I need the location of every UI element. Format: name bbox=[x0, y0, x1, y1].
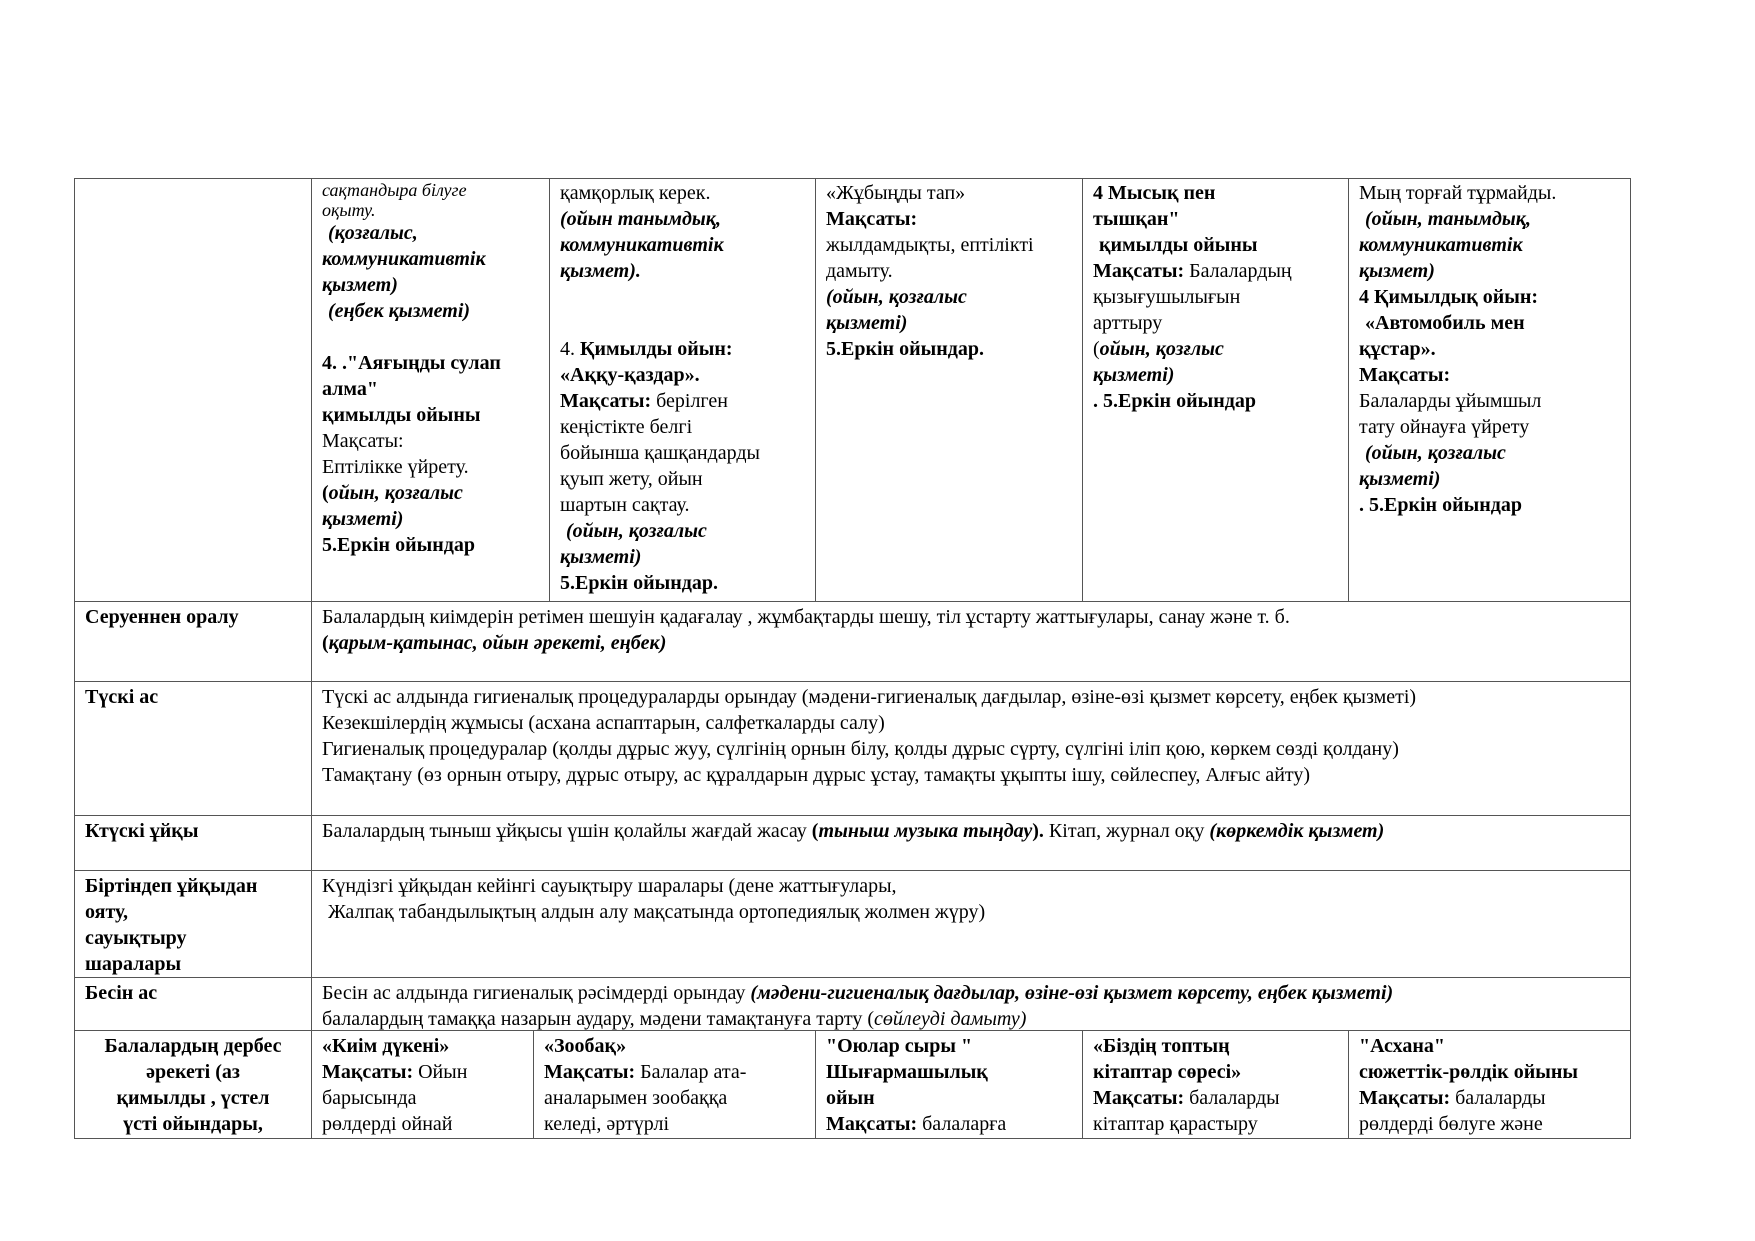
cell-text: қимылды ойыны bbox=[322, 404, 481, 426]
cell-text: шартын сақтау. bbox=[560, 494, 690, 516]
cell-text: Балалардың киімдерін ретімен шешуін қадағалау , жұмбақтарды шешу, тіл ұстарту жаттығулары, санау және т. б. bbox=[322, 606, 1290, 628]
cell-text: Балаларды ұйымшыл bbox=[1359, 390, 1542, 412]
cell-text: «Киім дүкені» bbox=[322, 1035, 450, 1057]
cell-text: сюжеттік-рөлдік ойыны bbox=[1359, 1061, 1578, 1083]
row-content-wake bbox=[312, 871, 1630, 977]
cell-text: Мақсаты: Балалардың bbox=[1093, 260, 1292, 282]
cell-text: Мақсаты: Ойын bbox=[322, 1061, 468, 1083]
independent-cell-col5 bbox=[1083, 1031, 1348, 1138]
cell-text: сақтандыра білуге bbox=[322, 180, 467, 200]
cell-text: қызметі) bbox=[1093, 364, 1175, 386]
cell-text: тышқан" bbox=[1093, 208, 1180, 230]
independent-cell-col4 bbox=[816, 1031, 1082, 1138]
cell-text: кітаптар сөресі» bbox=[1093, 1061, 1242, 1083]
cell-text: қызметі) bbox=[560, 546, 642, 568]
cell-text: рөлдерді ойнай bbox=[322, 1113, 453, 1135]
cell-text: қимылды ойыны bbox=[1099, 234, 1258, 256]
cell-text: үсті ойындары, bbox=[123, 1113, 263, 1135]
cell-text: бойынша қашқандарды bbox=[560, 442, 760, 464]
cell-text: 4. Қимылды ойын: bbox=[560, 338, 733, 360]
row-label-independent bbox=[75, 1031, 311, 1138]
cell-text: (қозғалыс, bbox=[328, 222, 418, 244]
cell-text: (қарым-қатынас, ойын әрекеті, еңбек) bbox=[322, 632, 667, 654]
cell-text: Мақсаты: берілген bbox=[560, 390, 728, 412]
row-label-nap: Ктүскі ұйқы bbox=[85, 820, 199, 842]
independent-cell-col2 bbox=[312, 1031, 533, 1138]
cell-text: коммуникативтік bbox=[560, 234, 724, 256]
cell-text: Түскі ас алдында гигиеналық процедураларды орындау (мәдени-гигиеналық дағдылар, өзіне-өзі қызмет көрсету, еңбек қызметі) bbox=[322, 686, 1417, 708]
cell-text: кітаптар қарастыру bbox=[1093, 1113, 1258, 1135]
cell-text: Мақсаты: bbox=[322, 430, 404, 452]
cell-text: «Жұбыңды тап» bbox=[826, 182, 966, 204]
cell-text: әрекеті (аз bbox=[146, 1061, 240, 1083]
cell-text: келеді, әртүрлі bbox=[544, 1113, 670, 1135]
cell-text: рөлдерді бөлуге және bbox=[1359, 1113, 1543, 1135]
cell-text: "Оюлар сыры " bbox=[826, 1035, 973, 1057]
cell-text: Шығармашылық bbox=[826, 1061, 988, 1083]
activity-cell-col2 bbox=[312, 178, 549, 601]
row-label-wake bbox=[75, 871, 311, 977]
cell-text: алма" bbox=[322, 378, 378, 400]
cell-text: (ойын, қозғалыс bbox=[826, 286, 967, 308]
cell-text: қызметі) bbox=[1359, 468, 1441, 490]
cell-text: 5.Еркін ойындар. bbox=[560, 572, 718, 594]
cell-text: Мақсаты: Балалар ата- bbox=[544, 1061, 747, 1083]
cell-text: кеңістікте белгі bbox=[560, 416, 693, 438]
cell-text: Күндізгі ұйқыдан кейінгі сауықтыру шаралары (дене жаттығулары, bbox=[322, 875, 897, 897]
cell-text: қызмет) bbox=[1359, 260, 1435, 282]
cell-text: барысында bbox=[322, 1087, 417, 1109]
row-content-lunch bbox=[312, 682, 1630, 815]
cell-text: жылдамдықты, ептілікті bbox=[826, 234, 1034, 256]
cell-text: Тамақтану (өз орнын отыру, дұрыс отыру, ас құралдарын дұрыс ұстау, тамақты ұқыпты ішу, сөйлеспеу, Алғыс айту) bbox=[322, 764, 1311, 786]
cell-text: . 5.Еркін ойындар bbox=[1359, 494, 1522, 516]
cell-text: дамыту. bbox=[826, 260, 893, 282]
cell-text: «Зообақ» bbox=[544, 1035, 627, 1057]
cell-text: (ойын, қозғалыс bbox=[566, 520, 707, 542]
cell-text: Біртіндеп ұйқыдан bbox=[85, 875, 258, 897]
cell-text: тату ойнауға үйрету bbox=[1359, 416, 1530, 438]
table-border-right bbox=[1630, 178, 1631, 1139]
activity-cell-col4 bbox=[816, 178, 1082, 601]
cell-text: қызығушылығын bbox=[1093, 286, 1241, 308]
cell-text: Мақсаты: балаларды bbox=[1359, 1087, 1546, 1109]
activity-cell-col5 bbox=[1083, 178, 1348, 601]
cell-text: шаралары bbox=[85, 953, 182, 975]
cell-text: қызмет). bbox=[560, 260, 641, 282]
activity-cell-col3 bbox=[550, 178, 815, 601]
cell-text: «Автомобиль мен bbox=[1365, 312, 1525, 334]
cell-text: (ойын, танымдық, bbox=[1365, 208, 1531, 230]
cell-text: (ойын танымдық, bbox=[560, 208, 721, 230]
cell-text: (ойын, қозғалыс bbox=[1365, 442, 1506, 464]
cell-text: балалардың тамаққа назарын аудару, мәдени тамақтануға тарту (сөйлеуді дамыту) bbox=[322, 1008, 1027, 1030]
cell-text: арттыру bbox=[1093, 312, 1163, 334]
table-border-bottom bbox=[74, 1138, 1630, 1139]
cell-text: қимылды , үстел bbox=[116, 1087, 270, 1109]
cell-text: (ойын, қозғалыс bbox=[322, 482, 463, 504]
cell-text: аналарымен зообаққа bbox=[544, 1087, 728, 1109]
row-label-return-walk: Серуеннен оралу bbox=[85, 606, 239, 628]
row-content-return-walk bbox=[312, 602, 1630, 681]
cell-text: сауықтыру bbox=[85, 927, 187, 949]
cell-text: қызмет) bbox=[322, 274, 398, 296]
cell-text: «Аққу-қаздар». bbox=[560, 364, 700, 386]
activity-cell-col6 bbox=[1349, 178, 1630, 601]
cell-text: Бесін ас алдында гигиеналық рәсімдерді орындау (мәдени-гигиеналық дағдылар, өзіне-өзі қызмет көрсету, еңбек қызметі) bbox=[322, 982, 1394, 1004]
row-label-lunch: Түскі ас bbox=[85, 686, 159, 708]
cell-text: (ойын, қозғлыс bbox=[1093, 338, 1224, 360]
cell-text: Кезекшілердің жұмысы (асхана аспаптарын, салфеткаларды салу) bbox=[322, 712, 885, 734]
cell-text: 5.Еркін ойындар bbox=[322, 534, 475, 556]
cell-text: Ептілікке үйрету. bbox=[322, 456, 469, 478]
cell-text: Мақсаты: балаларды bbox=[1093, 1087, 1280, 1109]
row-content-snack bbox=[312, 978, 1630, 1030]
cell-text: қызметі) bbox=[322, 508, 404, 530]
cell-text: ойын bbox=[826, 1087, 875, 1109]
cell-text: ояту, bbox=[85, 901, 128, 923]
row-label-snack: Бесін ас bbox=[85, 982, 158, 1004]
cell-text: Балалардың дербес bbox=[104, 1035, 282, 1057]
cell-text: . 5.Еркін ойындар bbox=[1093, 390, 1256, 412]
cell-text: Мың торғай тұрмайды. bbox=[1359, 182, 1557, 204]
independent-cell-col3 bbox=[534, 1031, 815, 1138]
row-content-nap bbox=[312, 816, 1630, 870]
cell-text: Мақсаты: балаларға bbox=[826, 1113, 1007, 1135]
cell-text: "Асхана" bbox=[1359, 1035, 1446, 1057]
cell-text: 4. ."Аяғыңды сулап bbox=[322, 352, 501, 374]
cell-text: 4 Қимылдық ойын: bbox=[1359, 286, 1539, 308]
cell-text: қуып жету, ойын bbox=[560, 468, 703, 490]
cell-text: Мақсаты: bbox=[1359, 364, 1451, 386]
cell-text: (еңбек қызметі) bbox=[328, 300, 471, 322]
cell-text: қызметі) bbox=[826, 312, 908, 334]
cell-text: «Біздің топтың bbox=[1093, 1035, 1230, 1057]
independent-cell-col6 bbox=[1349, 1031, 1630, 1138]
cell-text: құстар». bbox=[1359, 338, 1436, 360]
cell-text: 5.Еркін ойындар. bbox=[826, 338, 984, 360]
cell-text: Балалардың тыныш ұйқысы үшін қолайлы жағдай жасау (тыныш музыка тыңдау). Кітап, журнал оқу (көркемдік қызмет) bbox=[322, 820, 1385, 842]
cell-text: Мақсаты: bbox=[826, 208, 918, 230]
cell-text: Жалпақ табандылықтың алдын алу мақсатында ортопедиялық жолмен жүру) bbox=[328, 901, 986, 923]
cell-text: коммуникативтік bbox=[1359, 234, 1523, 256]
cell-text: қамқорлық керек. bbox=[560, 182, 711, 204]
cell-text: 4 Мысық пен bbox=[1093, 182, 1216, 204]
cell-text: оқыту. bbox=[322, 200, 376, 220]
cell-text: Гигиеналық процедуралар (қолды дұрыс жуу, сүлгінің орнын білу, қолды дұрыс сүрту, сүлгіні іліп қою, көркем сөзді қолдану) bbox=[322, 738, 1399, 760]
cell-text: коммуникативтік bbox=[322, 248, 486, 270]
